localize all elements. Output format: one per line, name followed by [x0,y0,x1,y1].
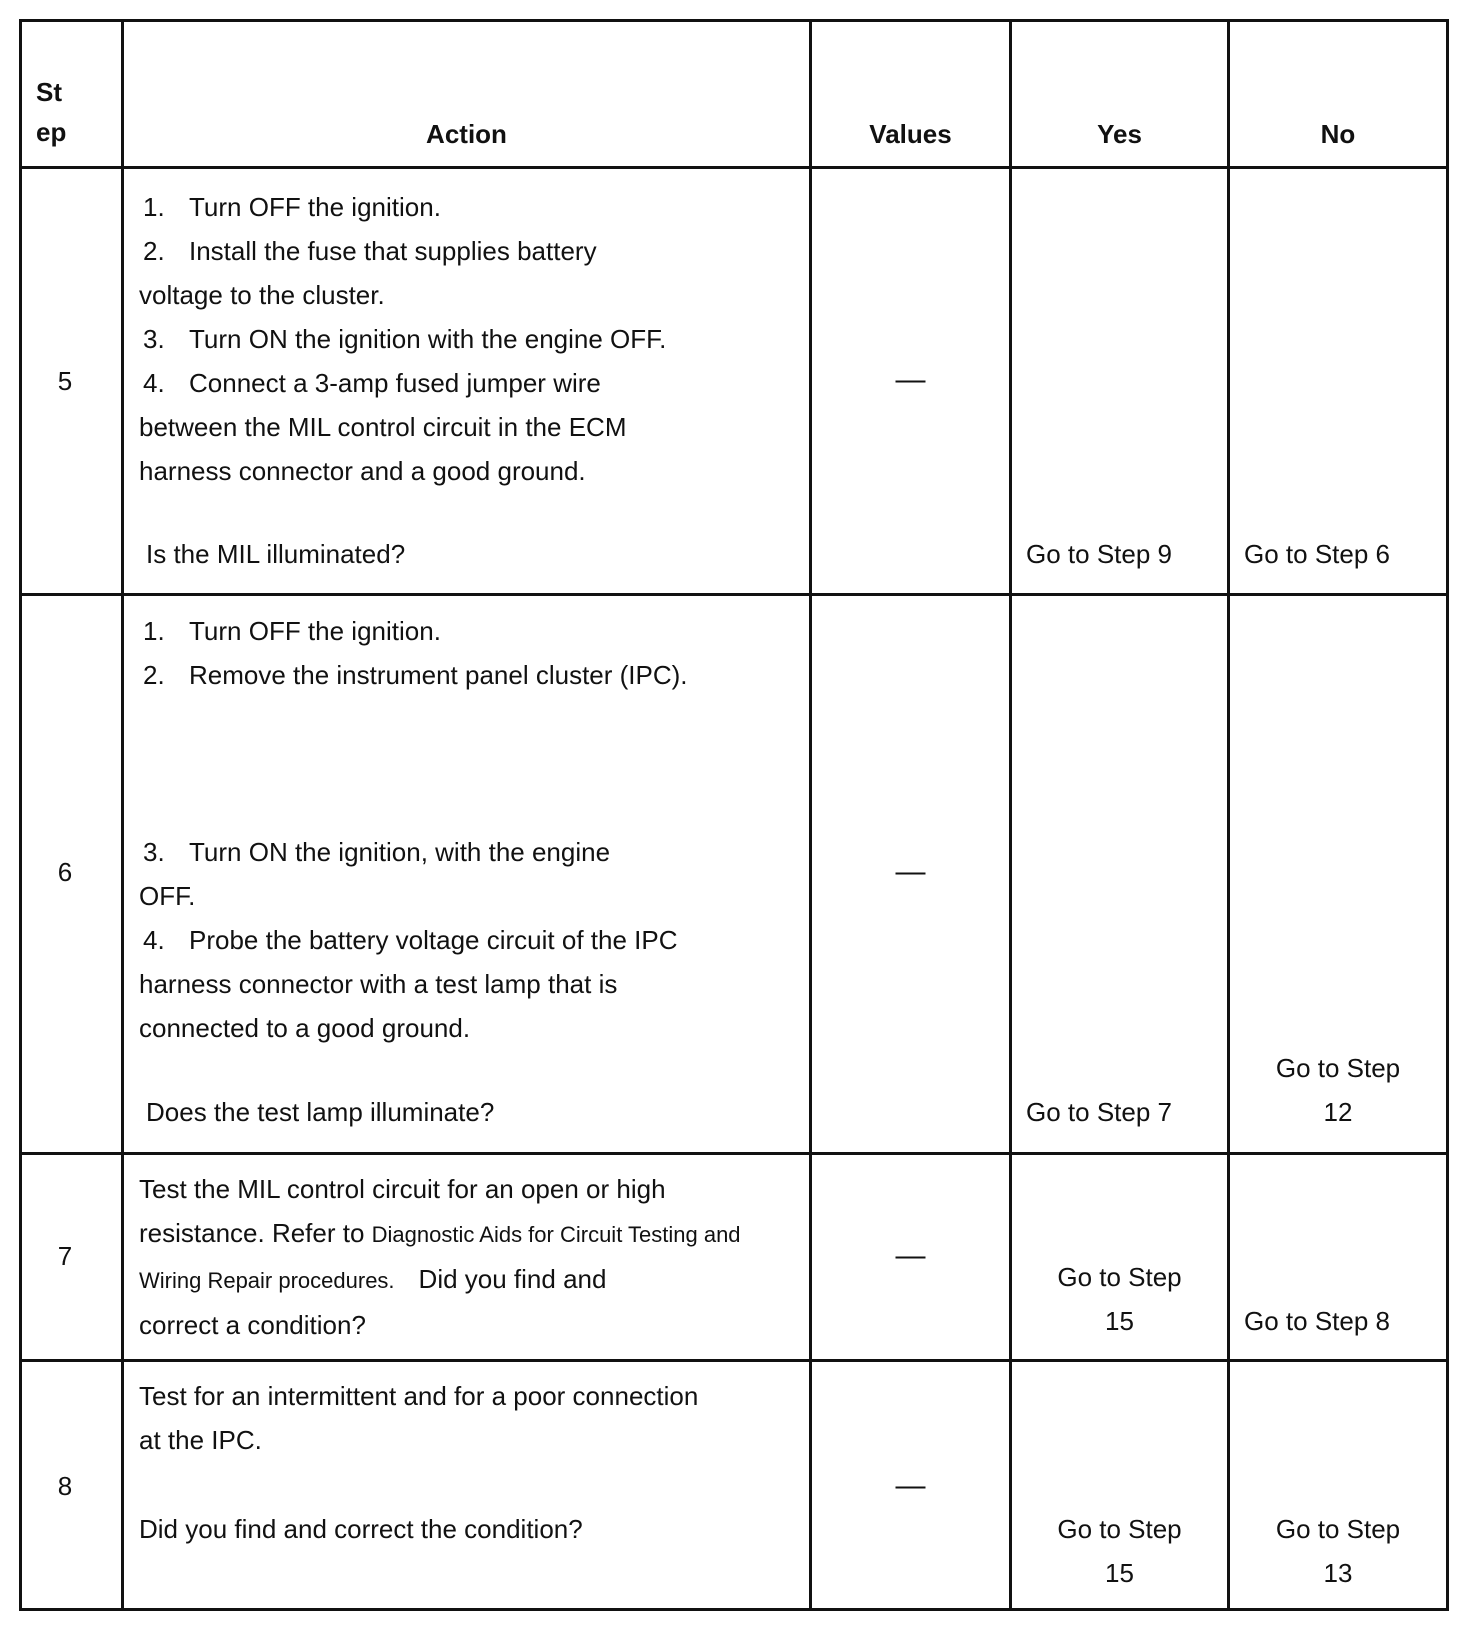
action-item [139,317,799,361]
action-text: resistance. Refer to [139,1218,372,1248]
reference-link-text: Diagnostic Aids for Circuit Testing and [371,1222,741,1247]
header-yes: Yes [1097,119,1142,149]
item-number: 4. [143,925,165,955]
action-line [139,1211,807,1257]
row-divider [19,166,1449,169]
no-target-line2: 13 [1323,1558,1353,1588]
table-border-left [19,19,22,1611]
no-target [1230,1046,1446,1134]
column-divider [121,19,124,1611]
item-number: 1. [143,616,165,646]
reference-link-text: Wiring Repair procedures. [139,1268,395,1293]
item-number: 2. [143,236,165,266]
no-target [1230,1507,1446,1595]
action-item [139,185,799,229]
values-dash: — [895,1469,926,1502]
action-item [139,653,799,697]
item-number: 4. [143,368,165,398]
header-step-line2: ep [36,117,67,147]
action-cell [139,1374,799,1462]
action-question: Does the test lamp illuminate? [146,1097,495,1127]
item-text: Remove the instrument panel cluster (IPC). [189,660,688,690]
table-border-top [19,19,1449,22]
item-continuation: voltage to the cluster. [139,280,385,310]
header-values: Values [869,119,952,149]
no-target-line1: Go to Step [1275,1514,1401,1544]
item-continuation: harness connector and a good ground. [139,456,586,486]
step-number: 8 [57,1471,73,1501]
action-cell [139,1167,807,1347]
item-continuation: connected to a good ground. [139,1013,471,1043]
yes-target-line1: Go to Step [1057,1514,1182,1544]
action-line: Test for an intermittent and for a poor connection [139,1381,699,1411]
column-divider [809,19,812,1611]
action-item [139,918,799,962]
action-question: Is the MIL illuminated? [146,539,406,569]
values-dash: — [895,855,926,888]
no-target: Go to Step 6 [1244,539,1390,569]
item-number: 3. [143,324,165,354]
yes-target-line2: 15 [1105,1558,1134,1588]
item-number: 1. [143,192,165,222]
action-line: at the IPC. [139,1425,262,1455]
action-cell-continued [139,830,799,1050]
yes-target: Go to Step 9 [1026,539,1172,569]
item-text: Turn OFF the ignition. [189,192,441,222]
item-continuation: OFF. [139,881,196,911]
header-no: No [1320,119,1356,149]
yes-target-line1: Go to Step [1057,1262,1182,1292]
yes-target: Go to Step 7 [1026,1097,1172,1127]
yes-target-line2: 15 [1105,1306,1134,1336]
item-text: Probe the battery voltage circuit of the IPC [189,925,678,955]
item-continuation: between the MIL control circuit in the ECM [139,412,627,442]
action-line: correct a condition? [139,1310,366,1340]
values-dash: — [895,363,926,396]
item-text: Turn OFF the ignition. [189,616,441,646]
item-text: Connect a 3-amp fused jumper wire [189,368,601,398]
action-item [139,361,799,405]
action-cell [139,185,799,493]
no-target-line2: 12 [1323,1097,1353,1127]
no-target: Go to Step 8 [1244,1306,1390,1336]
item-number: 2. [143,660,165,690]
action-line: Test the MIL control circuit for an open or high [139,1174,666,1204]
header-action: Action [426,119,507,149]
action-item [139,830,799,874]
column-divider [1009,19,1012,1611]
column-divider [1227,19,1230,1611]
item-number: 3. [143,837,165,867]
no-target-line1: Go to Step [1275,1053,1401,1083]
table-border-bottom [19,1608,1449,1611]
item-text: Install the fuse that supplies battery [189,236,597,266]
step-number: 7 [57,1241,73,1271]
step-number: 5 [57,366,73,396]
row-divider [19,1359,1449,1362]
item-text: Turn ON the ignition with the engine OFF. [189,324,667,354]
row-divider [19,593,1449,596]
action-text: Did you find and [418,1264,607,1294]
values-dash: — [895,1239,926,1272]
table-border-right [1446,19,1449,1611]
header-step-line1: St [36,77,62,107]
row-divider [19,1152,1449,1155]
action-item [139,229,799,273]
action-question: Did you find and correct the condition? [139,1514,583,1544]
header-step [36,72,116,152]
action-line [139,1257,807,1303]
action-cell [139,609,799,697]
action-item [139,609,799,653]
yes-target [1012,1507,1227,1595]
item-continuation: harness connector with a test lamp that is [139,969,618,999]
yes-target [1012,1255,1227,1343]
item-text: Turn ON the ignition, with the engine [189,837,611,867]
step-number: 6 [57,857,73,887]
